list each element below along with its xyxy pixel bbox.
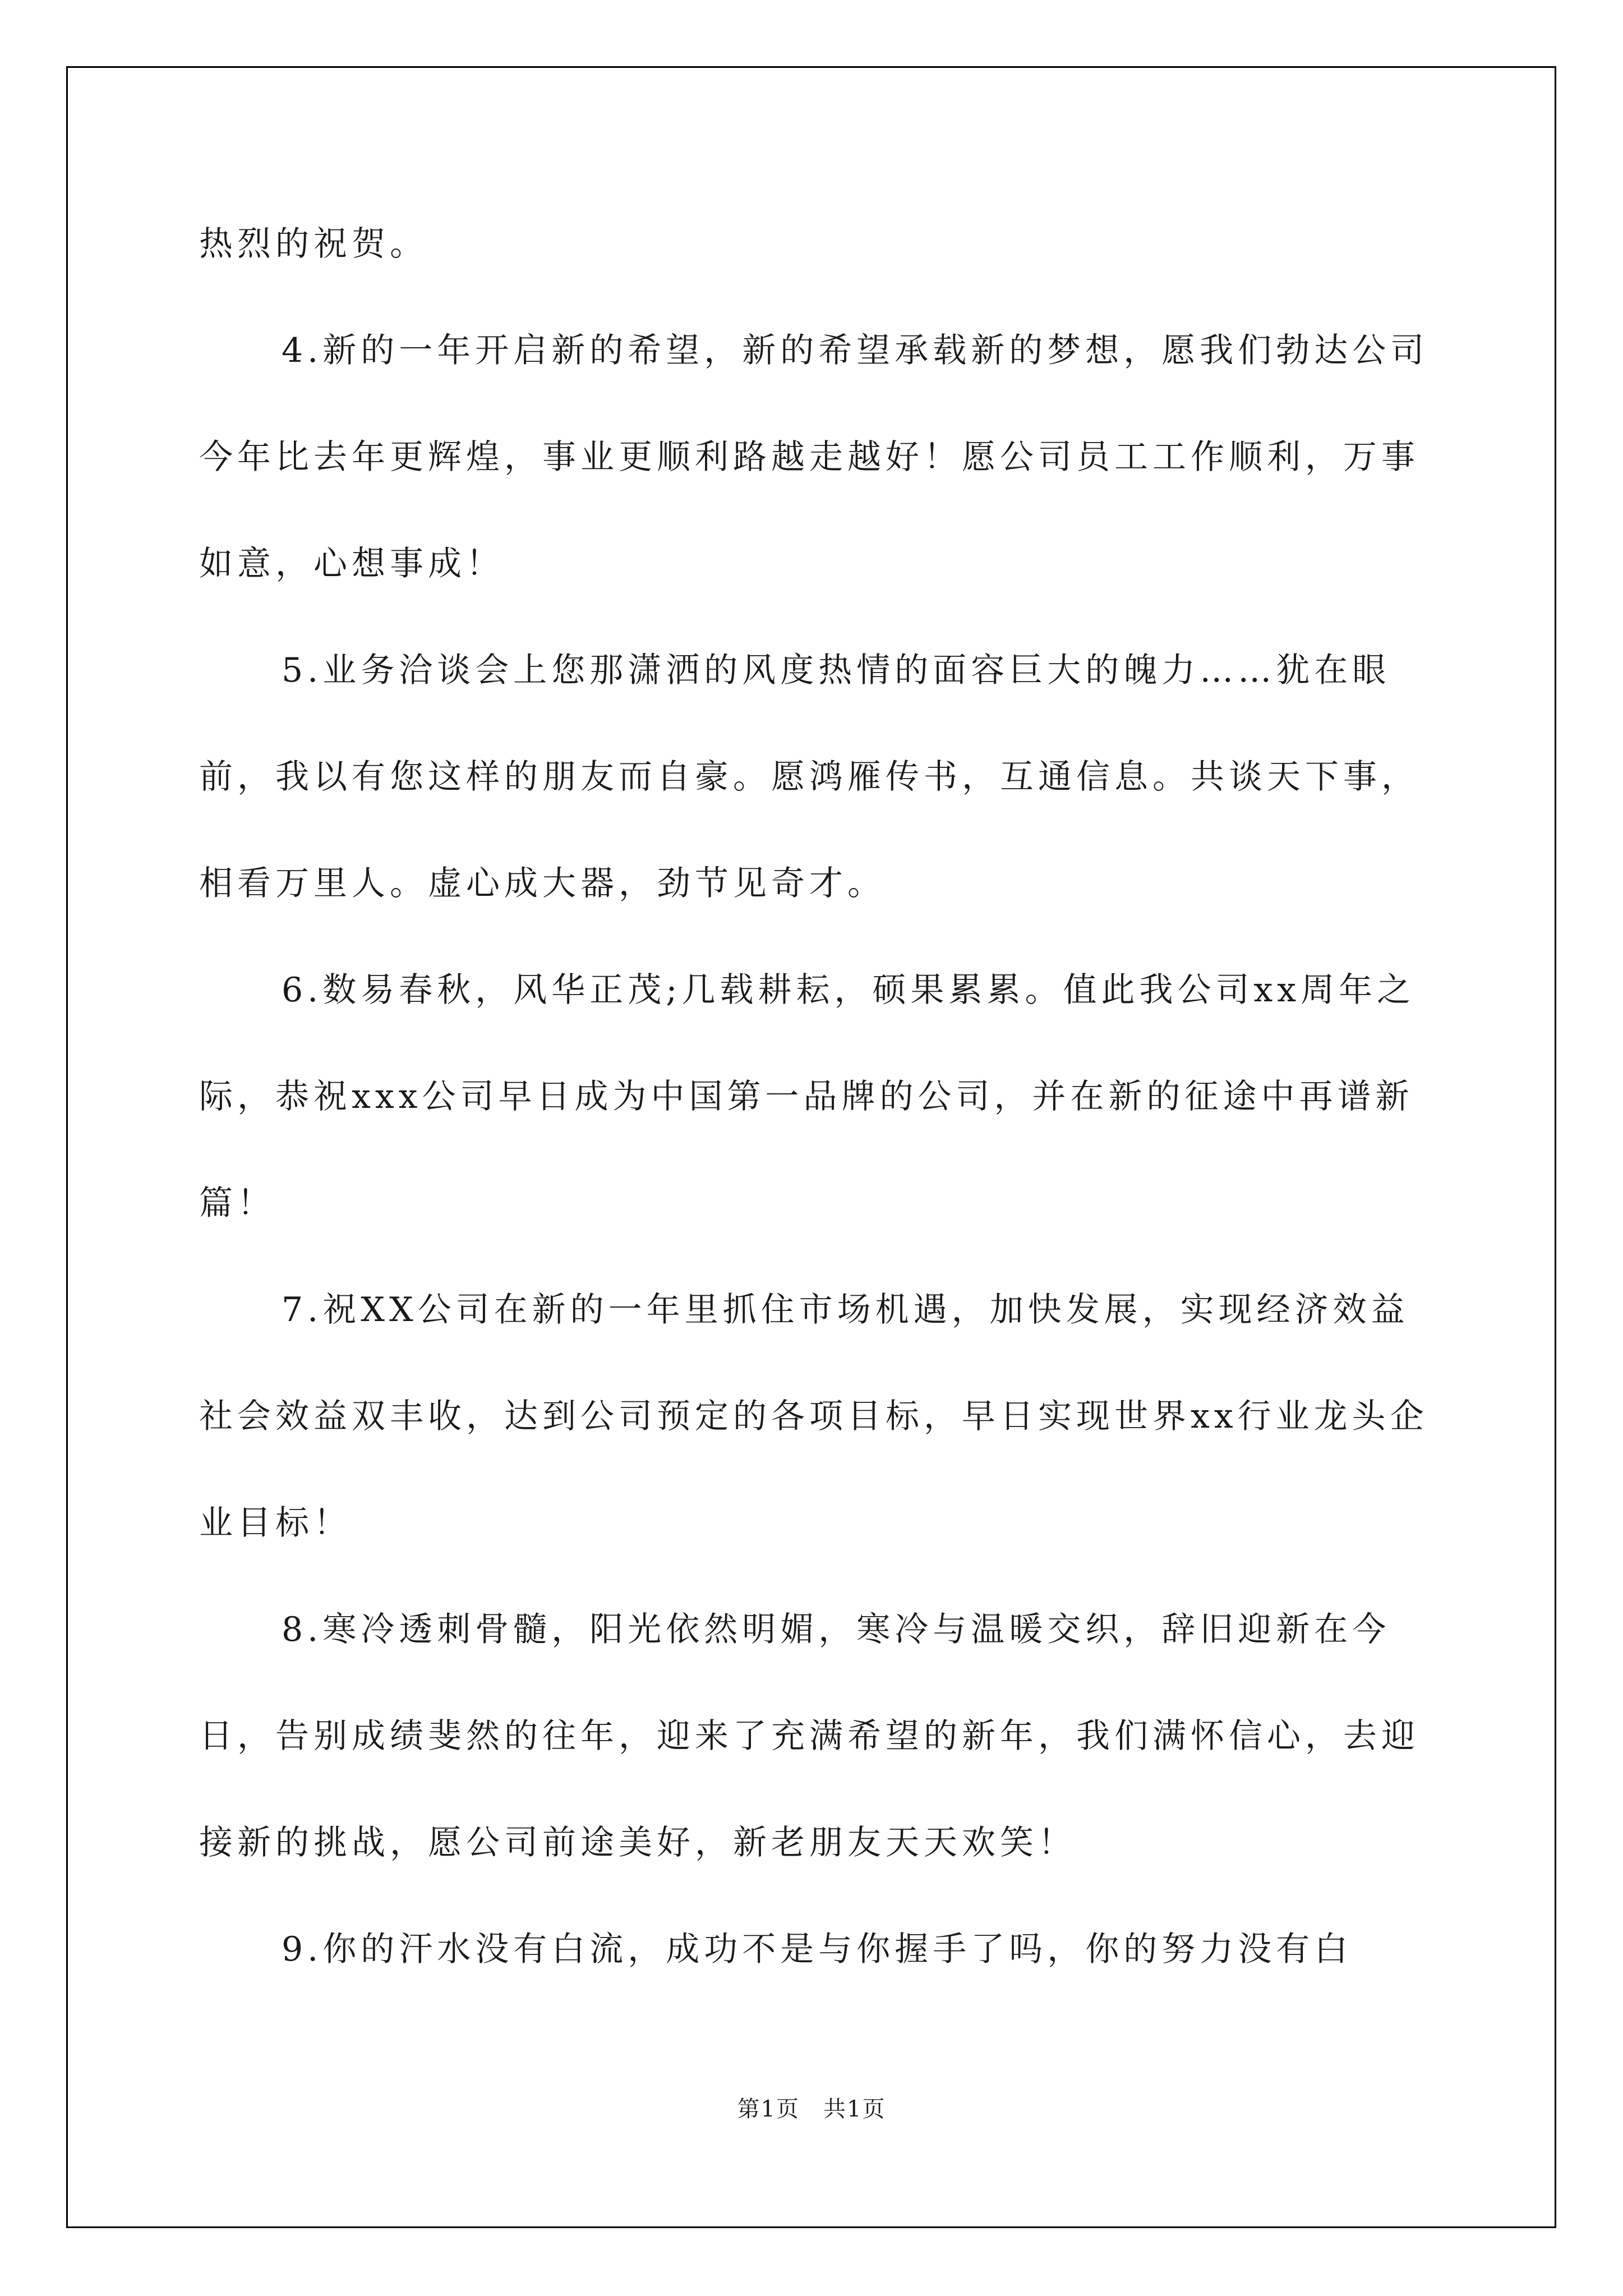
page-footer: 第1页 共1页 bbox=[737, 2096, 886, 2122]
document-body bbox=[199, 191, 1433, 2003]
paragraph-8: 8.寒冷透刺骨髓，阳光依然明媚，寒冷与温暖交织，辞旧迎新在今日，告别成绩斐然的往年，迎来了充满希望的新年，我们满怀信心，去迎接新的挑战，愿公司前途美好，新老朋友天天欢笑！ bbox=[199, 1610, 1419, 1862]
paragraph-9: 9.你的汗水没有白流，成功不是与你握手了吗，你的努力没有白 bbox=[282, 1930, 1353, 1969]
paragraph-6: 6.数易春秋，风华正茂;几载耕耘，硕果累累。值此我公司xx周年之际，恭祝xxx公司早日成为中国第一品牌的公司，并在新的征途中再谱新篇！ bbox=[199, 970, 1415, 1223]
paragraph-continuation: 热烈的祝贺。 bbox=[199, 224, 428, 264]
paragraph-5: 5.业务洽谈会上您那潇洒的风度热情的面容巨大的魄力……犹在眼前，我以有您这样的朋友而自豪。愿鸿雁传书，互通信息。共谈天下事，相看万里人。虚心成大器，劲节见奇才。 bbox=[199, 651, 1419, 903]
paragraph-7: 7.祝XX公司在新的一年里抓住市场机遇，加快发展，实现经济效益社会效益双丰收，达到公司预定的各项目标，早日实现世界xx行业龙头企业目标！ bbox=[199, 1290, 1428, 1543]
paragraph-4: 4.新的一年开启新的希望，新的希望承载新的梦想，愿我们勃达公司今年比去年更辉煌，事业更顺利路越走越好！愿公司员工工作顺利，万事如意，心想事成！ bbox=[199, 331, 1429, 583]
